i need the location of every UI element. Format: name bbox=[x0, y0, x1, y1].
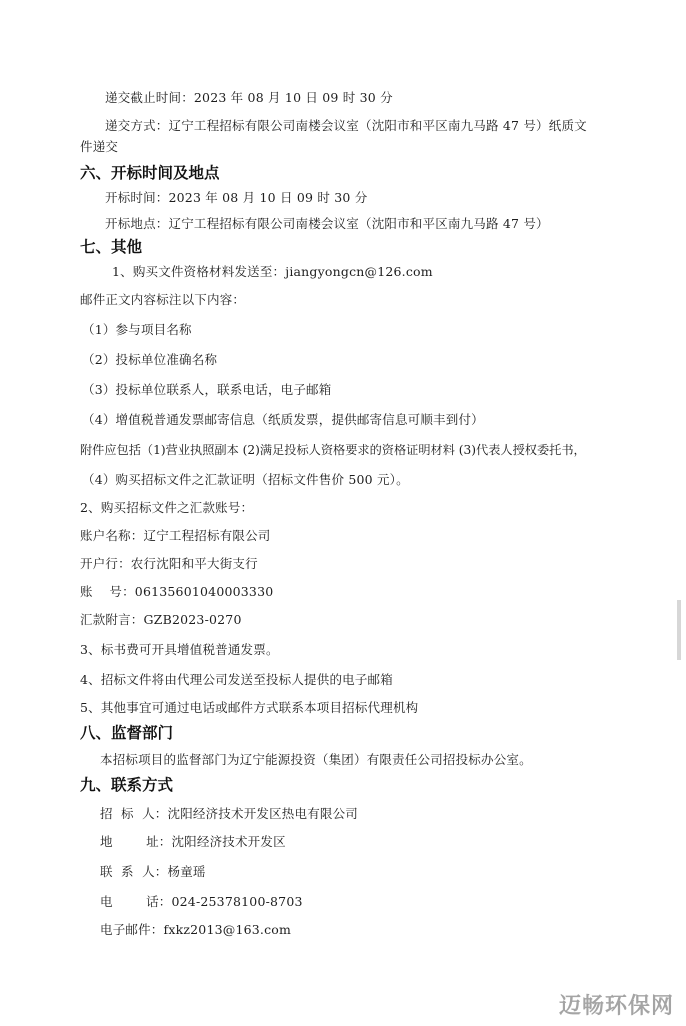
attachments-line1: 附件应包括（1)营业执照副本 (2)满足投标人资格要求的资格证明材料 (3)代表人授权委托书， bbox=[80, 443, 586, 457]
submission-deadline: 递交截止时间：2023 年 08 月 10 日 09 时 30 分 bbox=[105, 90, 393, 105]
purchase-email-line: 1、购买文件资格材料发送至：jiangyongcn@126.com bbox=[112, 264, 433, 279]
section9-heading: 九、联系方式 bbox=[80, 776, 174, 794]
opening-place: 开标地点：辽宁工程招标有限公司南楼会议室（沈阳市和平区南九马路 47 号） bbox=[105, 216, 549, 231]
list-item: （1）参与项目名称 bbox=[82, 322, 192, 337]
bank-name: 开户行：农行沈阳和平大街支行 bbox=[80, 556, 258, 571]
submission-method-line1: 递交方式：辽宁工程招标有限公司南楼会议室（沈阳市和平区南九马路 47 号）纸质文 bbox=[105, 118, 587, 133]
mail-note: 邮件正文内容标注以下内容： bbox=[80, 292, 246, 307]
watermark: 迈畅环保网 bbox=[558, 994, 674, 1019]
contact-phone: 电 话：024-25378100-8703 bbox=[100, 894, 303, 909]
scan-edge-artifact bbox=[677, 600, 681, 660]
list-item: （4）增值税普通发票邮寄信息（纸质发票，提供邮寄信息可顺丰到付） bbox=[82, 412, 484, 427]
supervision-text: 本招标项目的监督部门为辽宁能源投资（集团）有限责任公司招投标办公室。 bbox=[100, 752, 532, 767]
other-matters-note: 5、其他事宜可通过电话或邮件方式联系本项目招标代理机构 bbox=[80, 700, 419, 715]
list-item: （3）投标单位联系人，联系电话，电子邮箱 bbox=[82, 382, 332, 397]
contact-person: 联 系 人：杨童瑶 bbox=[100, 864, 206, 879]
invoice-note: 3、标书费可开具增值税普通发票。 bbox=[80, 642, 279, 657]
contact-address: 地 址：沈阳经济技术开发区 bbox=[100, 834, 286, 849]
contact-email: 电子邮件：fxkz2013@163.com bbox=[100, 922, 292, 937]
delivery-note: 4、招标文件将由代理公司发送至投标人提供的电子邮箱 bbox=[80, 672, 393, 687]
remittance-heading: 2、购买招标文件之汇款账号： bbox=[80, 500, 254, 515]
attachments-line2: （4）购买招标文件之汇款证明（招标文件售价 500 元）。 bbox=[82, 472, 409, 487]
section6-heading: 六、开标时间及地点 bbox=[80, 164, 220, 182]
opening-time: 开标时间：2023 年 08 月 10 日 09 时 30 分 bbox=[105, 190, 368, 205]
remittance-remark: 汇款附言：GZB2023-0270 bbox=[80, 612, 242, 627]
submission-method-line2: 件递交 bbox=[80, 139, 119, 154]
account-number: 账 号：06135601040003330 bbox=[80, 584, 274, 599]
account-name: 账户名称：辽宁工程招标有限公司 bbox=[80, 528, 271, 543]
list-item: （2）投标单位准确名称 bbox=[82, 352, 218, 367]
section7-heading: 七、其他 bbox=[80, 238, 143, 256]
contact-tenderer: 招 标 人：沈阳经济技术开发区热电有限公司 bbox=[100, 806, 358, 821]
section8-heading: 八、监督部门 bbox=[80, 724, 174, 742]
